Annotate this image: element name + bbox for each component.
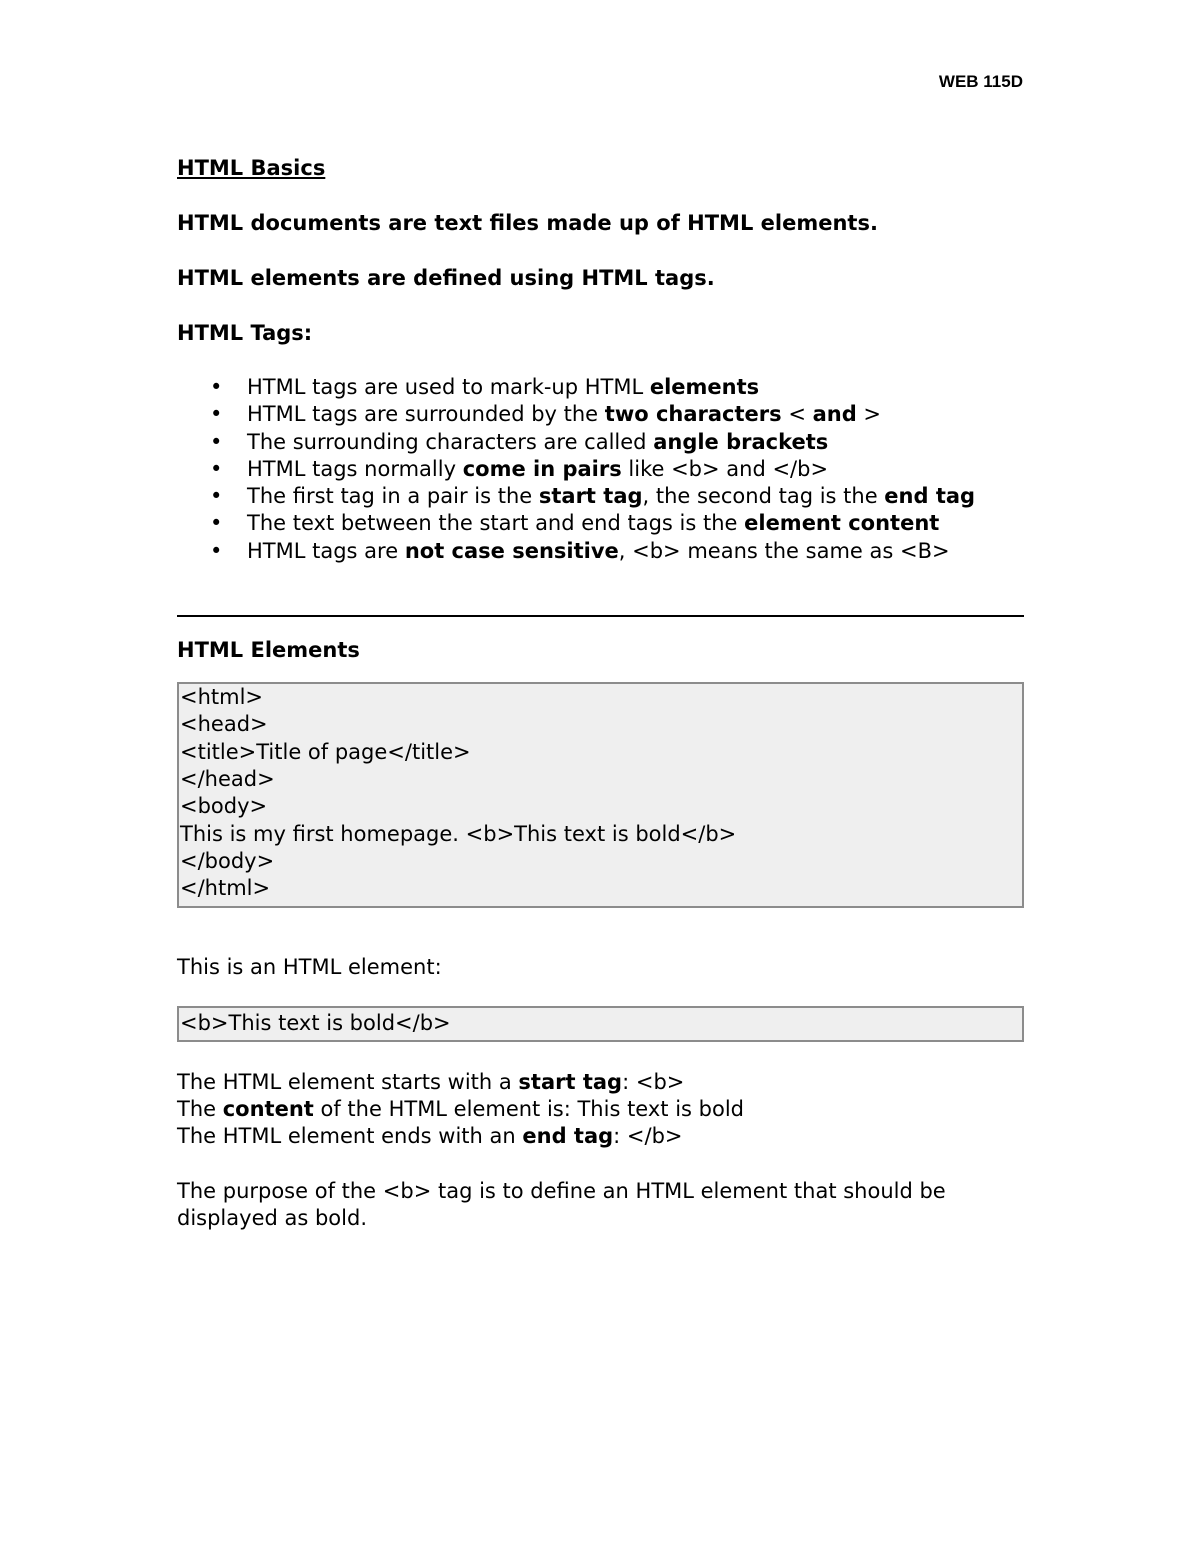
code-line: </html>: [180, 876, 271, 901]
bullet-icon: •: [210, 456, 223, 481]
section-title: HTML Basics: [177, 156, 326, 180]
document-body: [177, 155, 1024, 1232]
bullet-icon: •: [210, 429, 223, 454]
code-line: <html>: [180, 685, 264, 710]
paragraph-elements: HTML elements are defined using HTML tags.: [177, 266, 715, 290]
list-item: • HTML tags are used to mark-up HTML elements: [177, 374, 1024, 401]
elements-heading: HTML Elements: [177, 638, 360, 663]
bullet-icon: •: [210, 484, 223, 509]
code-line: <b>This text is bold</b>: [180, 1011, 451, 1036]
content-line: The content of the HTML element is: This text is bold: [177, 1097, 744, 1122]
list-item: • The surrounding characters are called angle brackets: [177, 429, 1024, 456]
purpose-paragraph: [177, 1178, 1024, 1232]
purpose-line: The purpose of the <b> tag is to define an HTML element that should be: [177, 1179, 946, 1204]
code-line: <title>Title of page</title>: [180, 739, 471, 764]
element-explanation: [177, 1069, 1024, 1150]
section-divider: [177, 615, 1024, 617]
bullet-icon: •: [210, 538, 223, 563]
list-item: • HTML tags are surrounded by the two characters < and >: [177, 401, 1024, 428]
code-line: </body>: [180, 848, 275, 873]
paragraph-documents: HTML documents are text files made up of HTML elements.: [177, 211, 878, 235]
code-line: </head>: [180, 766, 275, 791]
tags-heading: HTML Tags:: [177, 321, 313, 345]
list-item: • HTML tags are not case sensitive, <b> means the same as <B>: [177, 538, 1024, 565]
code-line: This is my first homepage. <b>This text is bold</b>: [180, 821, 737, 846]
purpose-line: displayed as bold.: [177, 1206, 367, 1231]
bullet-icon: •: [210, 511, 223, 536]
tags-bullet-list: [177, 374, 1024, 565]
list-item: • The text between the start and end tags is the element content: [177, 510, 1024, 537]
code-line: <body>: [180, 794, 268, 819]
list-item: • HTML tags normally come in pairs like <b> and </b>: [177, 456, 1024, 483]
bullet-icon: •: [210, 402, 223, 427]
end-tag-line: The HTML element ends with an end tag: </b>: [177, 1124, 683, 1149]
code-example-box: [177, 682, 1024, 908]
element-intro: This is an HTML element:: [177, 955, 442, 980]
bullet-icon: •: [210, 375, 223, 399]
list-item: • The first tag in a pair is the start tag, the second tag is the end tag: [177, 483, 1024, 510]
course-code: WEB 115D: [938, 72, 1023, 91]
element-example-box: [177, 1006, 1024, 1042]
code-line: <head>: [180, 712, 268, 737]
start-tag-line: The HTML element starts with a start tag: <b>: [177, 1070, 685, 1095]
